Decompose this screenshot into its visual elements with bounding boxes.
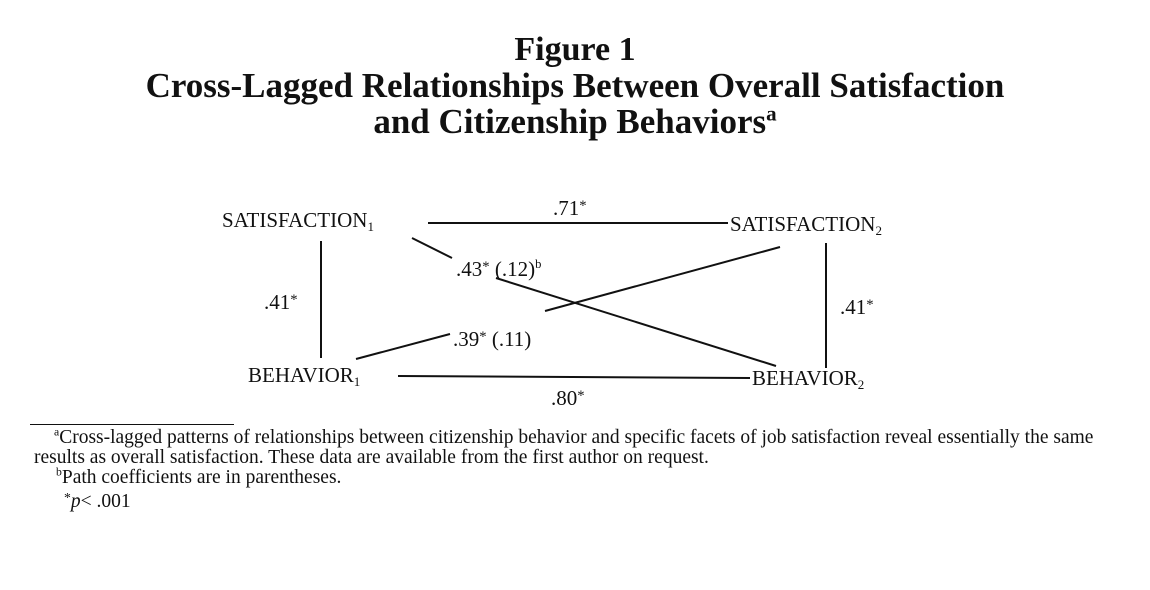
sat1-beh2-line-b <box>496 278 776 366</box>
node-subscript: 1 <box>353 373 361 389</box>
node-satisfaction-1 <box>222 208 374 234</box>
path-coefficient: (.11) <box>491 327 532 352</box>
footnotes <box>34 425 1124 512</box>
coef-value: .41 <box>264 290 291 315</box>
beh1-beh2-line <box>398 376 750 378</box>
significance-star: * <box>579 198 587 214</box>
coef-synchronous-time1 <box>264 289 298 313</box>
sat1-beh2-line-a <box>412 238 452 258</box>
significance-star: * <box>290 292 298 308</box>
footnote-rule <box>30 424 234 425</box>
footnote-significance <box>34 488 1124 512</box>
beh1-sat2-line-b <box>545 247 780 311</box>
node-subscript: 2 <box>857 376 865 392</box>
coef-behavior-stability <box>551 385 585 409</box>
title-footnote-mark: a <box>766 101 777 126</box>
coef-value: .71 <box>553 196 580 221</box>
footnote-b-text: Path coefficients are in parentheses. <box>61 467 342 488</box>
coef-value: .41 <box>840 295 867 320</box>
node-name: SATISFACTION <box>222 208 368 232</box>
node-behavior-1 <box>248 363 361 389</box>
path-coefficient: (.12) <box>494 257 536 282</box>
footnote-a-text: Cross-lagged patterns of relationships between citizenship behavior and specific facets of job satisfaction reveal essentially the same results as overall satisfaction. These data are available from the first author on request. <box>34 427 1094 468</box>
node-subscript: 2 <box>875 222 882 238</box>
footnote-a <box>34 425 1124 468</box>
node-subscript: 1 <box>367 218 374 234</box>
footnote-star-mark: * <box>64 490 71 505</box>
coef-value: .39 <box>453 327 480 352</box>
p-symbol: p <box>70 490 81 512</box>
node-satisfaction-2 <box>730 212 882 238</box>
node-name: SATISFACTION <box>730 212 876 236</box>
footnote-b-mark: b <box>56 465 62 479</box>
p-threshold: < .001 <box>80 490 131 512</box>
figure-label: Figure 1 <box>514 31 636 68</box>
significance-star: * <box>479 329 487 345</box>
coef-value: .43 <box>456 257 483 282</box>
coef-value: .80 <box>551 386 578 411</box>
coef-behavior1-to-satisfaction2 <box>453 326 531 350</box>
footnote-mark-b: b <box>535 257 542 272</box>
node-name: BEHAVIOR <box>248 363 354 387</box>
coef-satisfaction1-to-behavior2 <box>456 256 541 280</box>
beh1-sat2-line-a <box>356 334 450 359</box>
significance-star: * <box>577 388 585 404</box>
coef-satisfaction-stability <box>553 195 587 219</box>
node-name: BEHAVIOR <box>752 366 858 390</box>
significance-star: * <box>866 297 874 313</box>
coef-synchronous-time2 <box>840 294 874 318</box>
footnote-b <box>34 465 1124 488</box>
node-behavior-2 <box>752 366 865 392</box>
figure-title-text: and Citizenship Behaviors <box>373 102 767 141</box>
significance-star: * <box>482 259 490 275</box>
figure-title-line1: Cross-Lagged Relationships Between Overall Satisfaction <box>145 66 1005 105</box>
footnote-a-mark: a <box>54 425 60 439</box>
